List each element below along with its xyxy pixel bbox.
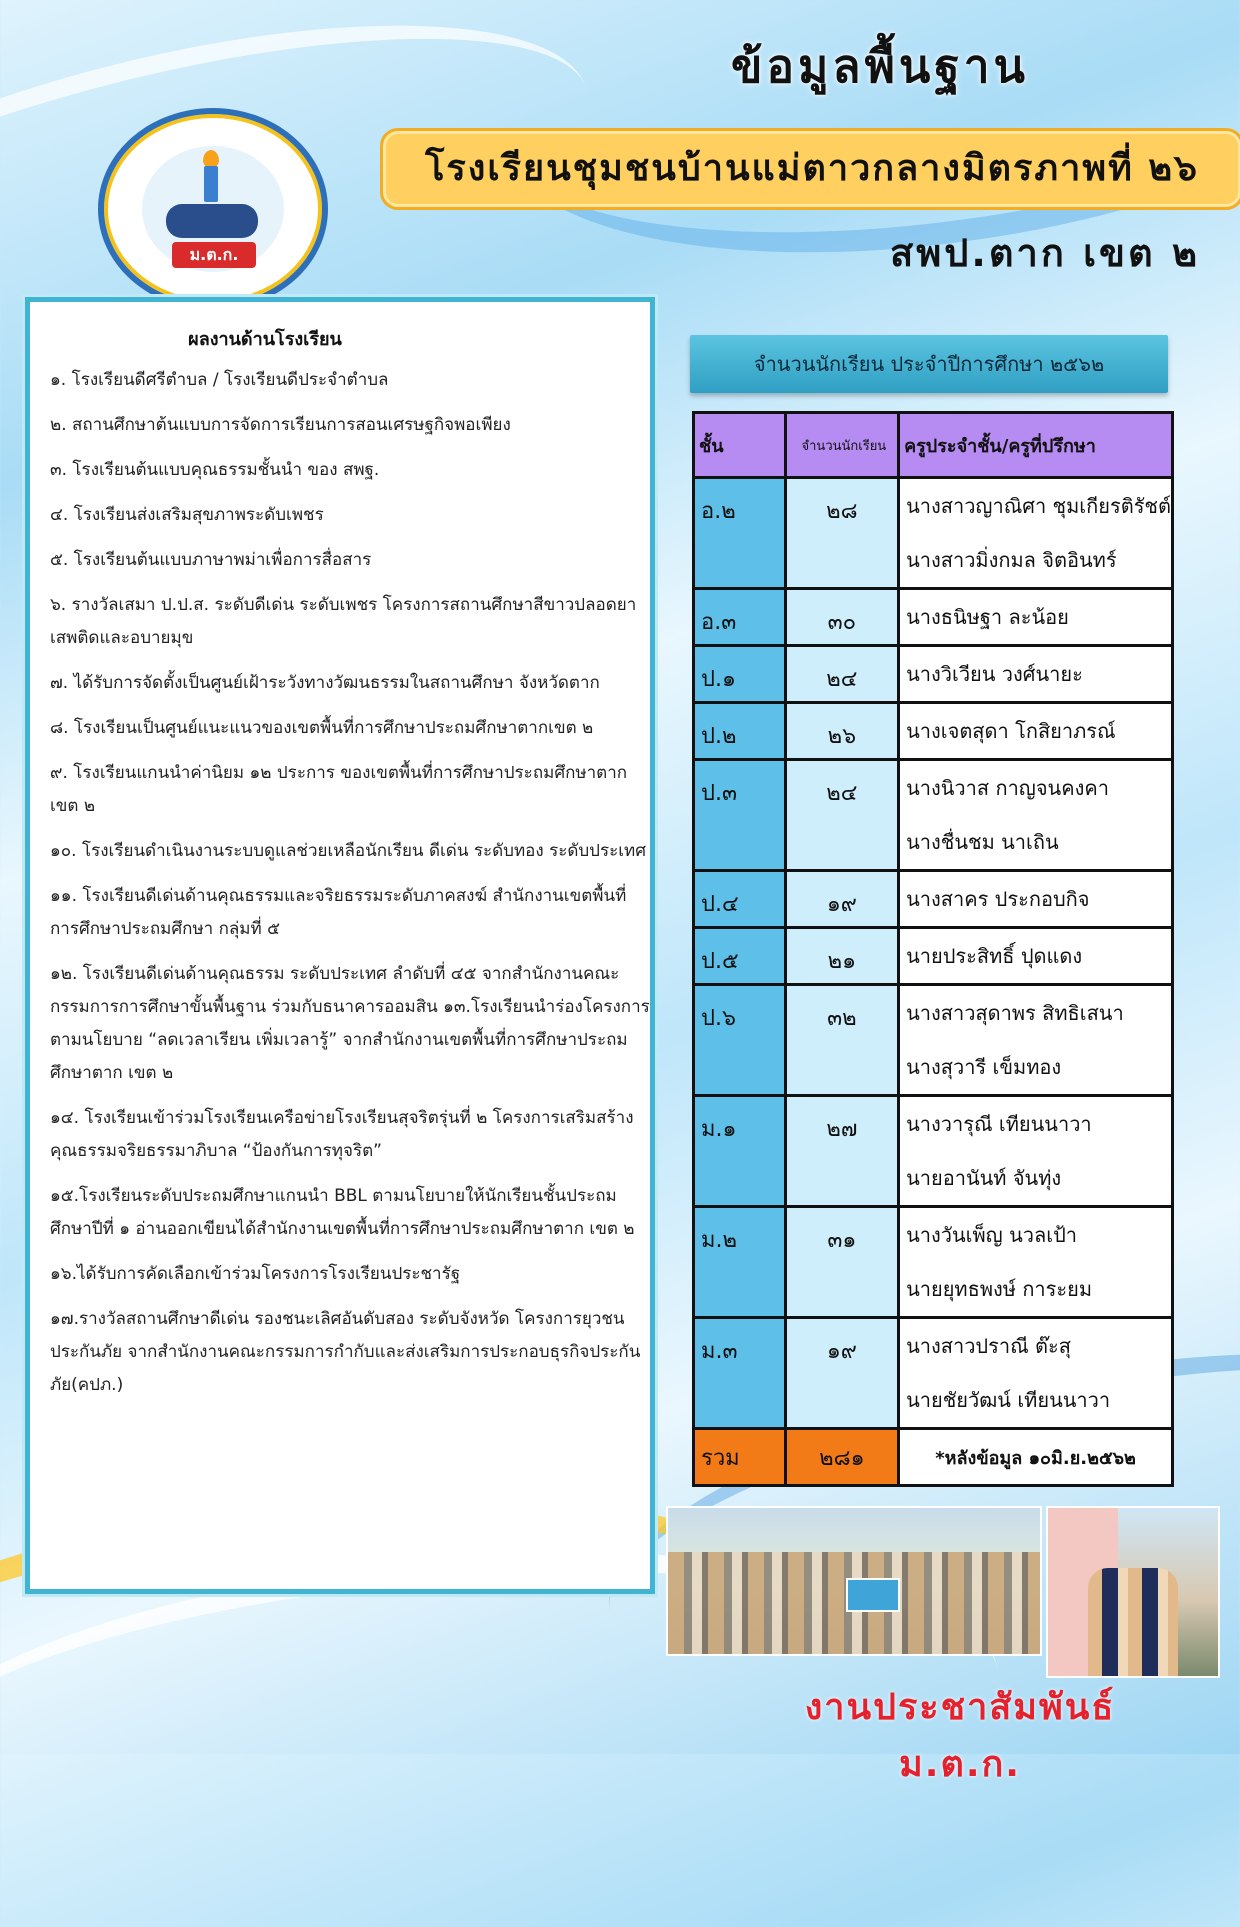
count-column-header: จำนวนนักเรียน [785,413,898,478]
table-row [694,1096,1173,1207]
table-row [694,478,1173,589]
total-row [694,1429,1173,1486]
teacher-name: นางสุวารี เข็มทอง [906,1055,1062,1079]
teacher-name: นางเจตสุดา โกสิยาภรณ์ [906,719,1116,743]
teacher-name: นางวารุณี เทียนนาวา [906,1112,1092,1136]
teacher-cell [899,1096,1173,1207]
table-row [694,1207,1173,1318]
handshake-icon [166,204,258,238]
achievement-item: ๑. โรงเรียนดีศรีตำบล / โรงเรียนดีประจำตำบล [50,370,389,390]
teacher-column-header: ครูประจำชั้น/ครูที่ปรึกษา [899,413,1173,478]
table-row [694,760,1173,871]
teacher-cell [899,1207,1173,1318]
candle-icon [204,166,218,202]
table-row [694,928,1173,985]
teacher-cell [899,760,1173,871]
student-count-cell: ๑๙ [785,1318,898,1429]
achievements-list [50,364,650,1414]
grade-cell: ป.๖ [694,985,786,1096]
page-title: ข้อมูลพื้นฐาน [730,39,1029,93]
student-count-cell: ๓๐ [785,589,898,646]
grade-cell: ม.๓ [694,1318,786,1429]
teacher-cell [899,1318,1173,1429]
student-count-table [692,411,1174,1487]
table-row [694,589,1173,646]
teacher-cell [899,589,1173,646]
area-office-label: สพป.ตาก เขต ๒ [890,231,1200,275]
teacher-cell [899,871,1173,928]
table-row [694,703,1173,760]
teacher-name: นายประสิทธิ์ ปุดแดง [906,944,1083,968]
student-count-cell: ๒๘ [785,478,898,589]
achievement-item: ๑๕.โรงเรียนระดับประถมศึกษาแกนนำ BBL ตามนโยบายให้นักเรียนชั้นประถมศึกษาปีที่ ๑ อ่านออกเขียนได้สำนักงานเขตพื้นที่การศึกษาประถมศึกษาตาก เขต ๒ [50,1186,635,1239]
grade-cell: ป.๒ [694,703,786,760]
teacher-cell [899,985,1173,1096]
grade-cell: ม.๒ [694,1207,786,1318]
student-count-cell: ๓๑ [785,1207,898,1318]
grade-cell: อ.๓ [694,589,786,646]
group-photo-banner [846,1578,900,1612]
achievement-item: ๙. โรงเรียนแกนนำค่านิยม ๑๒ ประการ ของเขตพื้นที่การศึกษาประถมศึกษาตาก เขต ๒ [50,763,628,816]
achievement-item: ๕. โรงเรียนต้นแบบภาษาพม่าเพื่อการสื่อสาร [50,550,372,570]
school-name: โรงเรียนชุมชนบ้านแม่ตาวกลางมิตรภาพที่ ๒๖ [425,148,1199,189]
achievement-item: ๑๔. โรงเรียนเข้าร่วมโรงเรียนเครือข่ายโรงเรียนสุจริตรุ่นที่ ๒ โครงการเสริมสร้างคุณธรรมจริยธรรมาภิบาล “ป้องกันการทุจริต” [50,1108,634,1161]
teacher-cell [899,478,1173,589]
table-header-row [694,413,1173,478]
grade-cell: ป.๔ [694,871,786,928]
group-photo [666,1506,1042,1656]
logo-abbreviation: ม.ต.ก. [172,242,256,268]
student-count-cell: ๑๙ [785,871,898,928]
achievement-item: ๘. โรงเรียนเป็นศูนย์แนะแนวของเขตพื้นที่การศึกษาประถมศึกษาตากเขต ๒ [50,718,594,738]
table-row [694,985,1173,1096]
total-count: ๒๘๑ [785,1429,898,1486]
teacher-name: นางนิวาส กาญจนคงคา [906,776,1109,800]
achievement-item: ๑๒. โรงเรียนดีเด่นด้านคุณธรรม ระดับประเทศ ลำดับที่ ๔๕ จากสำนักงานคณะกรรมการการศึกษาขั้นพื้นฐาน ร่วมกับธนาคารออมสิน ๑๓.โรงเรียนนำร่องโครงการตามนโยบาย “ลดเวลาเรียน เพิ่มเวลารู้” จากสำนักงานเขตพื้นที่การศึกษาประถมศึกษาตาก เขต ๒ [50,964,650,1083]
student-count-heading: จำนวนนักเรียน ประจำปีการศึกษา ๒๕๖๒ [690,335,1168,393]
teacher-name: นางสาวปราณี ต๊ะสุ [906,1334,1071,1358]
teacher-name: นางสาวมิ่งกมล จิตอินทร์ [906,548,1117,572]
student-count-cell: ๒๗ [785,1096,898,1207]
school-name-banner [380,128,1240,210]
achievement-item: ๑๑. โรงเรียนดีเด่นด้านคุณธรรมและจริยธรรมระดับภาคสงฆ์ สำนักงานเขตพื้นที่การศึกษาประถมศึกษา กลุ่มที่ ๕ [50,886,627,939]
student-count-cell: ๓๒ [785,985,898,1096]
grade-column-header: ชั้น [694,413,786,478]
teacher-name: นางวิเวียน วงศ์นายะ [906,662,1083,686]
teacher-name: นางชื่นชม นาเถิน [906,830,1059,854]
achievement-item: ๒. สถานศึกษาต้นแบบการจัดการเรียนการสอนเศรษฐกิจพอเพียง [50,415,511,435]
teacher-name: นางธนิษฐา ละน้อย [906,605,1069,629]
grade-cell: ป.๕ [694,928,786,985]
student-count-cell: ๒๔ [785,760,898,871]
table-row [694,1318,1173,1429]
student-count-cell: ๒๑ [785,928,898,985]
table-row [694,646,1173,703]
student-count-cell: ๒๖ [785,703,898,760]
teacher-name: นางสาวสุดาพร สิทธิเสนา [906,1001,1124,1025]
achievements-title: ผลงานด้านโรงเรียน [188,329,342,350]
achievement-item: ๔. โรงเรียนส่งเสริมสุขภาพระดับเพชร [50,505,324,525]
total-label: รวม [694,1429,786,1486]
grade-cell: ป.๑ [694,646,786,703]
table-row [694,871,1173,928]
teacher-cell [899,703,1173,760]
data-date-note: *หลังข้อมูล ๑๐มิ.ย.๒๕๖๒ [899,1429,1173,1486]
teacher-name: นายชัยวัฒน์ เทียนนาวา [906,1388,1111,1412]
teacher-cell [899,646,1173,703]
teacher-cell [899,928,1173,985]
students-greeting-photo [1046,1506,1220,1678]
photo-people [1088,1568,1178,1676]
achievement-item: ๗. ได้รับการจัดตั้งเป็นศูนย์เฝ้าระวังทางวัฒนธรรมในสถานศึกษา จังหวัดตาก [50,673,600,693]
achievement-item: ๓. โรงเรียนต้นแบบคุณธรรมชั้นนำ ของ สพฐ. [50,460,380,480]
grade-cell: ป.๓ [694,760,786,871]
footer-credit: งานประชาสัมพันธ์ ม.ต.ก. [804,1687,1116,1785]
achievements-panel [25,297,655,1594]
student-count-cell: ๒๔ [785,646,898,703]
achievement-item: ๑๐. โรงเรียนดำเนินงานระบบดูแลช่วยเหลือนักเรียน ดีเด่น ระดับทอง ระดับประเทศ [50,841,647,861]
teacher-name: นางสาวญาณิศา ชุมเกียรติรัชต์ [906,494,1171,518]
grade-cell: ม.๑ [694,1096,786,1207]
achievement-item: ๑๗.รางวัลสถานศึกษาดีเด่น รองชนะเลิศอันดับสอง ระดับจังหวัด โครงการยุวชนประกันภัย จากสำนักงานคณะกรรมการกำกับและส่งเสริมการประกอบธุรกิจประกันภัย(คปภ.) [50,1309,641,1395]
achievement-item: ๑๖.ได้รับการคัดเลือกเข้าร่วมโครงการโรงเรียนประชารัฐ [50,1264,461,1284]
teacher-name: นางสาคร ประกอบกิจ [906,887,1090,911]
grade-cell: อ.๒ [694,478,786,589]
school-logo [98,108,328,310]
teacher-name: นายยุทธพงษ์ การะยม [906,1277,1093,1301]
teacher-name: นายอานันท์ จันทุ่ง [906,1166,1062,1190]
teacher-name: นางวันเพ็ญ นวลเป้า [906,1223,1078,1247]
achievement-item: ๖. รางวัลเสมา ป.ป.ส. ระดับดีเด่น ระดับเพชร โครงการสถานศึกษาสีขาวปลอดยาเสพติดและอบายมุข [50,595,637,648]
